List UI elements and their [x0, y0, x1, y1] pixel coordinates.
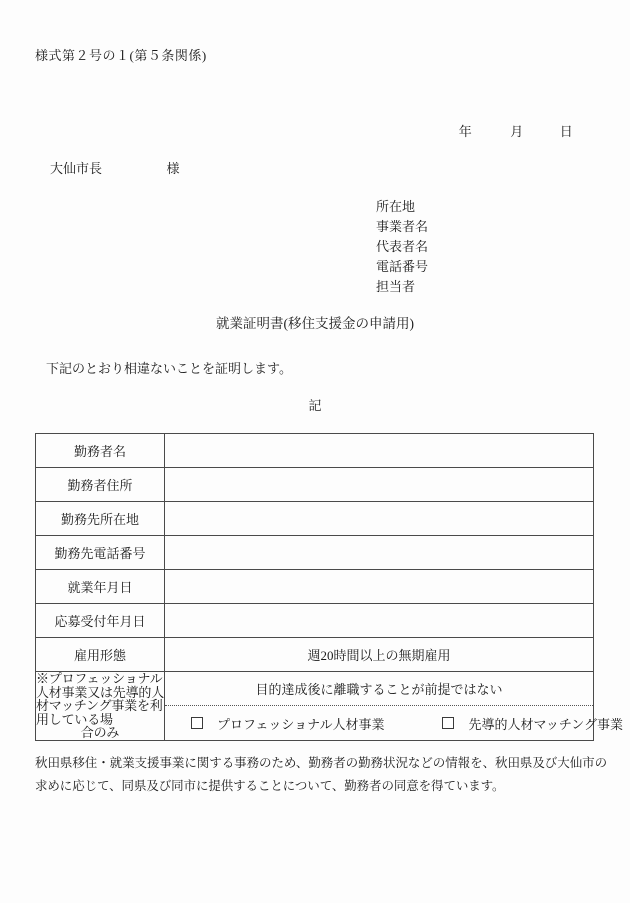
- table-row: [36, 536, 594, 570]
- checkbox-row: [165, 706, 624, 740]
- row-label-worker-name: 勤務者名: [36, 434, 165, 468]
- checkbox-pioneering-matching-program[interactable]: [442, 714, 623, 733]
- document-title: 就業証明書(移住支援金の申請用): [216, 316, 414, 331]
- sender-field-location: 所在地: [376, 199, 416, 214]
- checkbox-professional-talent-program[interactable]: [191, 714, 384, 733]
- special-label-line-5: 合のみ: [80, 725, 120, 741]
- sender-field-business-name: 事業者名: [376, 219, 429, 234]
- condition-text: 目的達成後に離職することが前提ではない: [165, 672, 593, 706]
- sender-field-contact-person: 担当者: [376, 279, 416, 294]
- date-line: [0, 121, 594, 140]
- table-row: [36, 604, 594, 638]
- row-value-professional-program: [165, 672, 624, 741]
- month-label: 月: [510, 124, 524, 139]
- addressee: [50, 158, 180, 177]
- special-label-line-3: 的人材マッチング事: [36, 684, 165, 714]
- checkbox-icon[interactable]: [191, 717, 203, 729]
- row-label-employment-type: 雇用形態: [36, 638, 165, 672]
- special-label-line-1: ※プロフェッショナ: [36, 671, 150, 687]
- day-label: 日: [559, 124, 573, 139]
- sender-field-phone-number: 電話番号: [376, 259, 429, 274]
- special-label-line-2: ル人材事業又は先導: [36, 671, 163, 700]
- sender-block: [376, 197, 428, 297]
- table-row: [36, 638, 594, 672]
- table-row: [36, 570, 594, 604]
- row-value-worker-name[interactable]: [165, 434, 594, 468]
- row-label-professional-program: [36, 672, 165, 741]
- row-value-workplace-location[interactable]: [165, 502, 594, 536]
- row-value-application-date[interactable]: [165, 604, 594, 638]
- row-label-workplace-location: 勤務先所在地: [36, 502, 165, 536]
- table-row: [36, 502, 594, 536]
- sender-field-representative-name: 代表者名: [376, 239, 429, 254]
- certification-statement: 下記のとおり相違ないことを証明します。: [46, 361, 292, 376]
- row-label-employment-date: 就業年月日: [36, 570, 165, 604]
- addressee-recipient: 大仙市長: [50, 161, 103, 176]
- form-number: 様式第２号の１(第５条関係): [35, 48, 207, 63]
- row-label-application-date: 応募受付年月日: [36, 604, 165, 638]
- checkbox-icon[interactable]: [442, 717, 454, 729]
- table-row-special: [36, 672, 594, 741]
- ki-marker: 記: [308, 398, 322, 413]
- row-label-worker-address: 勤務者住所: [36, 468, 165, 502]
- year-label: 年: [458, 124, 472, 139]
- row-value-worker-address[interactable]: [165, 468, 594, 502]
- row-value-employment-date[interactable]: [165, 570, 594, 604]
- row-value-workplace-phone[interactable]: [165, 536, 594, 570]
- special-label-line-4: 業を利用している場: [36, 698, 163, 727]
- addressee-honorific: 様: [166, 161, 180, 176]
- row-value-employment-type: 週20時間以上の無期雇用: [165, 638, 594, 672]
- row-label-workplace-phone: 勤務先電話番号: [36, 536, 165, 570]
- table-row: [36, 434, 594, 468]
- employment-certificate-table: [35, 433, 624, 741]
- checkbox-label-pioneering-matching: 先導的人材マッチング事業: [468, 716, 624, 732]
- checkbox-label-professional-talent: プロフェッショナル人材事業: [217, 716, 385, 732]
- table-row: [36, 468, 594, 502]
- consent-footer-note: 秋田県移住・就業支援事業に関する事務のため、勤務者の勤務状況などの情報を、秋田県及び大仙市の求めに応じて、同県及び同市に提供することについて、勤務者の同意を得ています。: [35, 756, 607, 793]
